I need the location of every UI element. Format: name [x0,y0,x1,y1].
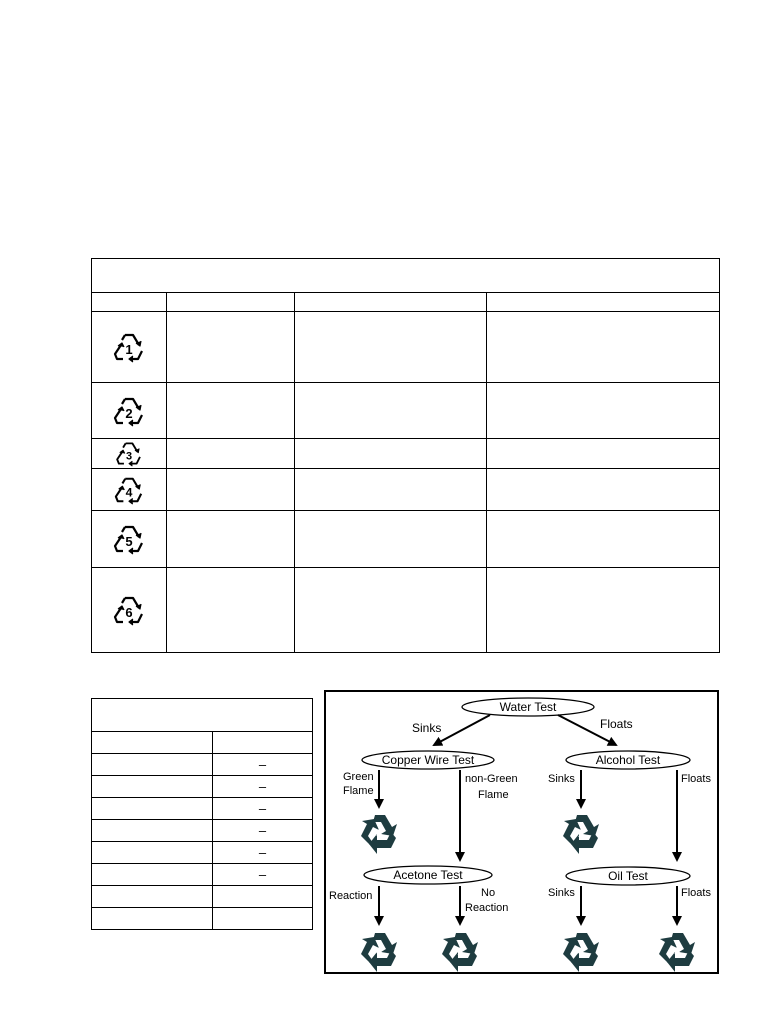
recycle-icon [563,933,599,972]
table-cell [487,383,720,439]
table-row [92,886,313,908]
table-cell [487,511,720,568]
table-row [92,312,720,383]
table-row [92,776,313,798]
table-row [92,732,313,754]
plastic-identification-flowchart [324,690,719,974]
table-cell [295,469,487,511]
arrow-water-sinks [434,715,490,745]
resin-code: 4 [125,485,133,500]
table-cell [167,511,295,568]
header-cell [295,293,487,312]
copper-wire-test-label: Copper Wire Test [381,753,475,767]
table-header-row [92,293,720,312]
table-cell [213,908,313,930]
table-row [92,469,720,511]
water-test-label: Water Test [499,700,557,714]
no-label: No [481,887,496,899]
resin-code: 3 [125,450,133,463]
table-cell [92,776,213,798]
table-cell [167,568,295,653]
recycle-icon [659,933,695,972]
recycle-icon [442,933,478,972]
resin-symbol-cell [92,568,167,653]
recycle-triangle-icon [114,440,144,467]
no-reaction-label: Reaction [465,902,509,914]
table-cell [295,312,487,383]
acetone-test-label: Acetone Test [393,868,463,882]
small-table-title-cell [92,699,313,732]
green-label: Green [343,771,374,783]
leaf-code: 2 [577,828,585,840]
table-cell [295,511,487,568]
table-row [92,864,313,886]
water-sinks-label: Sinks [412,721,442,735]
dash-cell: – [213,776,313,798]
table-cell [92,754,213,776]
resin-code-table [91,258,720,653]
table-row [92,842,313,864]
resin-symbol-cell [92,439,167,469]
water-floats-label: Floats [600,717,633,731]
leaf-code: 1 [456,946,464,958]
alcohol-sinks-label: Sinks [548,773,575,785]
recycle-icon [361,815,397,854]
resin-code: 1 [125,342,133,357]
table-row [92,511,720,568]
table-cell [92,886,213,908]
resin-code: 2 [125,405,133,421]
small-table [91,698,313,930]
resin-symbol-cell [92,312,167,383]
dash-cell: – [213,842,313,864]
table-cell [295,568,487,653]
recycle-icon [361,933,397,972]
table-cell [167,439,295,469]
table-cell [92,798,213,820]
leaf-code: 3 [375,828,383,840]
alcohol-floats-label: Floats [681,773,711,785]
table-title-row [92,259,720,293]
table-cell [92,732,213,754]
table-row [92,820,313,842]
oil-floats-label: Floats [681,887,711,899]
table-row [92,798,313,820]
alcohol-test-label: Alcohol Test [595,753,661,767]
oil-sinks-label: Sinks [548,887,575,899]
recycle-triangle-icon [112,395,146,427]
table-cell [487,568,720,653]
non-green-flame-label: Flame [478,789,509,801]
header-cell [167,293,295,312]
header-cell [92,293,167,312]
dash-cell: – [213,820,313,842]
table-cell [295,383,487,439]
resin-symbol-cell [92,511,167,568]
table-cell [487,439,720,469]
table-row [92,568,720,653]
table-cell [295,439,487,469]
table-cell [92,864,213,886]
small-table-title-row [92,699,313,732]
table-row [92,754,313,776]
leaf-code: 6 [375,946,383,958]
table-row [92,908,313,930]
table-cell [92,842,213,864]
resin-symbol-cell [92,469,167,511]
recycle-triangle-icon [112,331,146,363]
dash-cell: – [213,754,313,776]
flame-label: Flame [343,785,374,797]
table-cell [167,469,295,511]
table-row [92,439,720,469]
table-cell [167,312,295,383]
leaf-code: 5 [673,946,681,958]
dash-cell: – [213,798,313,820]
table-cell [167,383,295,439]
dash-cell: – [213,864,313,886]
table-row [92,383,720,439]
resin-code: 5 [125,534,133,549]
leaf-code: 4 [577,946,585,958]
table-title-cell [92,259,720,293]
table-cell [487,312,720,383]
reaction-label: Reaction [329,890,373,902]
table-cell [92,820,213,842]
oil-test-label: Oil Test [608,869,648,883]
recycle-icon [563,815,599,854]
resin-code: 6 [125,605,133,620]
header-cell [487,293,720,312]
recycle-triangle-icon [113,475,145,505]
resin-symbol-cell [92,383,167,439]
table-cell [92,908,213,930]
table-cell [213,732,313,754]
flowchart-canvas [326,692,717,972]
non-green-label: non-Green [465,773,518,785]
recycle-triangle-icon [112,594,146,626]
recycle-triangle-icon [112,523,146,555]
table-cell [213,886,313,908]
table-cell [487,469,720,511]
